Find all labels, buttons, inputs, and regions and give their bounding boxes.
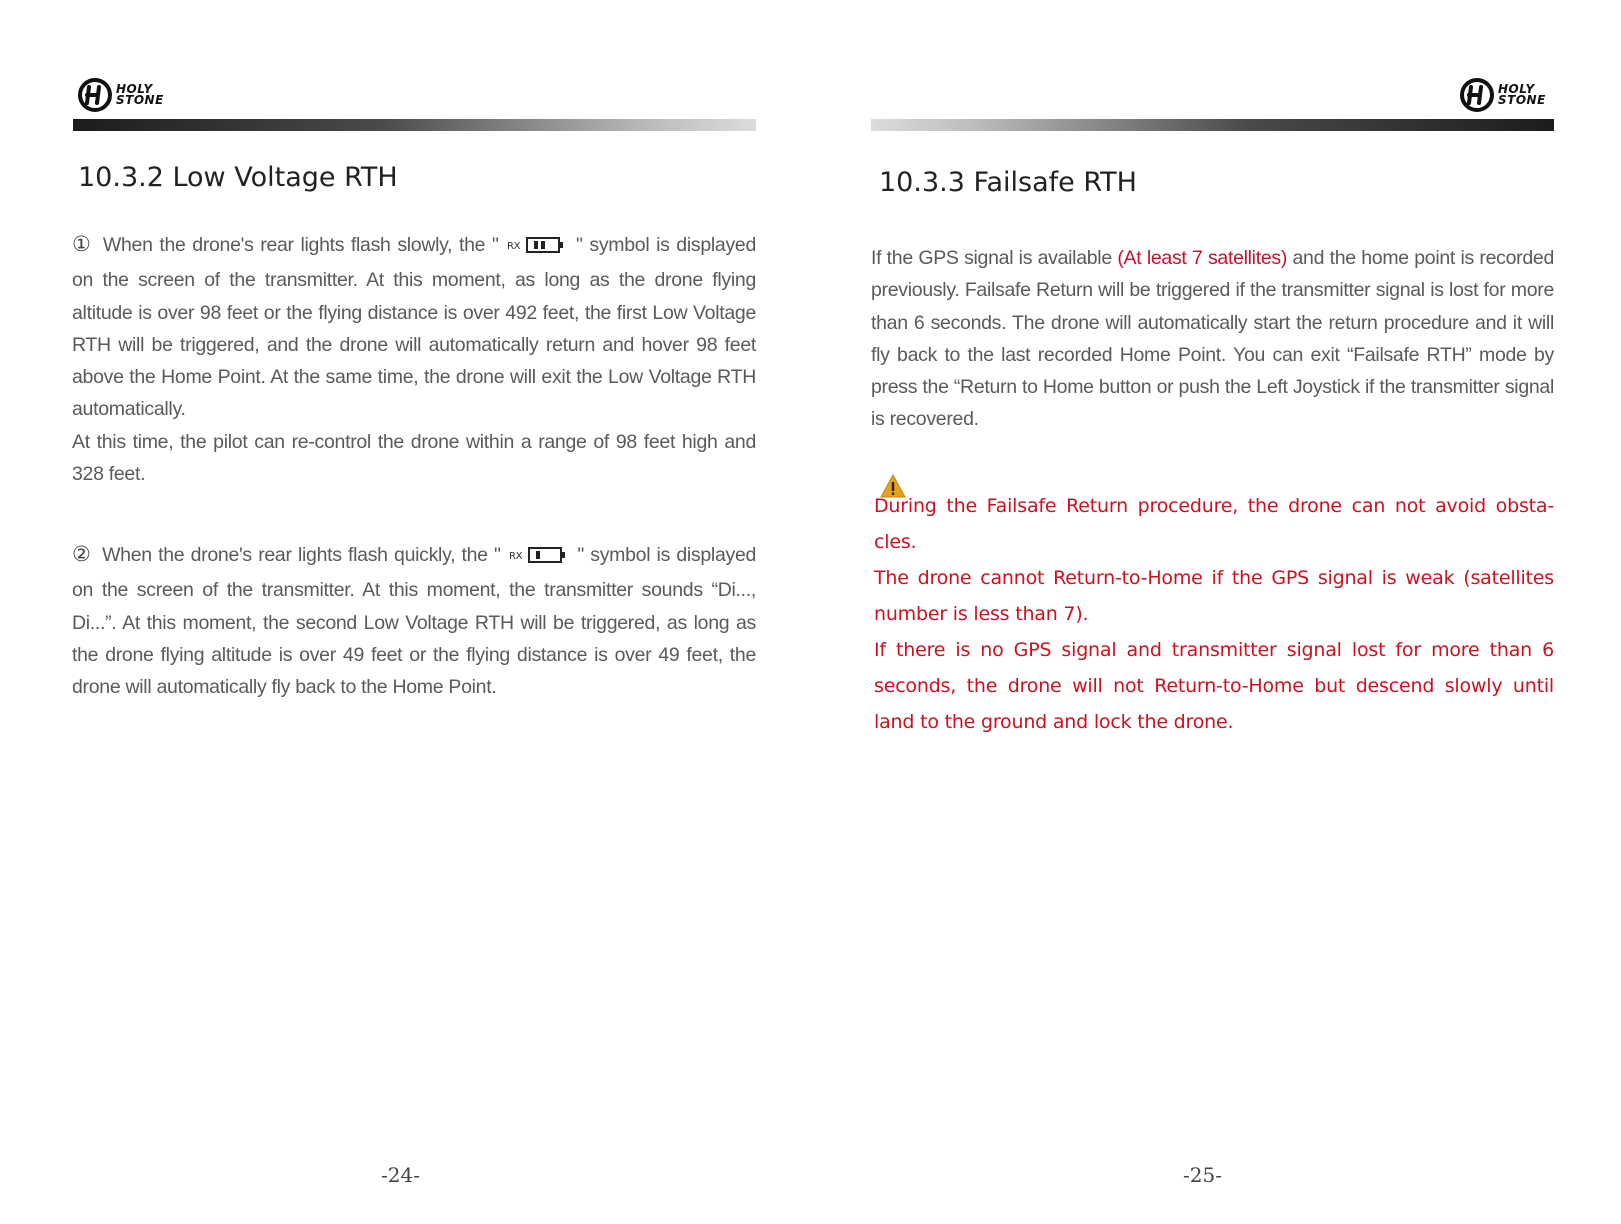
intro-part1: If the GPS signal is available	[871, 247, 1112, 269]
brand-line1-right: HOLY	[1498, 82, 1535, 96]
brand-logo-right	[1460, 78, 1546, 112]
warning-3: If there is no GPS signal and transmitter signal lost for more than 6 seconds, the drone will not Return-to-Home but descend slowly until land to the ground and lock the drone.	[874, 639, 1554, 734]
battery-one-bar-icon	[529, 548, 565, 562]
item1-marker: ①	[72, 233, 93, 256]
brand-wordmark-right	[1498, 84, 1546, 106]
intro-paragraph	[871, 242, 1554, 436]
battery-half-symbol	[507, 232, 567, 264]
battery-low-symbol	[509, 542, 569, 574]
section-heading-right: 10.3.3 Failsafe RTH	[879, 167, 1137, 198]
intro-bracket-close: )	[1280, 247, 1288, 269]
warning-2: The drone cannot Return-to-Home if the GPS signal is weak (satellites number is less than 7).	[874, 567, 1554, 626]
section-heading: 10.3.2 Low Voltage RTH	[78, 162, 398, 193]
page-number: -24-	[381, 1163, 420, 1187]
brand-line2-right: STONE	[1498, 93, 1546, 107]
item2-paragraph	[72, 539, 756, 703]
item1-before-icon: When the drone's rear lights flash slowly, the "	[102, 234, 499, 256]
header-rule-right	[871, 119, 1554, 131]
item2-marker: ②	[72, 543, 92, 566]
brand-logo	[78, 78, 164, 112]
item1-extra: At this time, the pilot can re-control the drone within a range of 98 feet high and 328 feet.	[72, 430, 756, 486]
brand-line2: STONE	[116, 93, 164, 107]
item1-paragraph	[72, 229, 756, 490]
intro-part2: and the home point is recorded previously. Failsafe Return will be triggered if the transmitter signal is lost for more than 6 seconds. The drone will automatically start the return procedure and it will fly back to the last recorded Home Point. You can exit “Failsafe RTH” mode by press the “Return to Home button or push the Left Joystick if the transmitter signal is recovered.	[871, 247, 1554, 431]
brand-wordmark	[116, 84, 164, 106]
intro-bracket-open: (	[1117, 247, 1124, 269]
warning-1: During the Failsafe Return procedure, the drone can not avoid obsta-cles.	[874, 495, 1554, 554]
item1-after-icon: " symbol is displayed on the screen of the transmitter. At this moment, as long as the drone flying altitude is over 98 feet or the flying distance is over 492 feet, the first Low Voltage RTH will be triggered, and the drone will automatically return and hover 98 feet above the Home Point. At the same time, the drone will exit the Low Voltage RTH automatically.	[72, 234, 756, 421]
brand-line1: HOLY	[116, 82, 153, 96]
page-number-right: -25-	[1183, 1163, 1222, 1187]
battery-low-rx-label: RX	[509, 551, 523, 562]
satellites-highlight: At least 7 satellites	[1123, 247, 1281, 269]
item2-after-icon: " symbol is displayed on the screen of the transmitter. At this moment, the transmitter sounds “Di..., Di...”. At this moment, the second Low Voltage RTH will be triggered, as long as the drone flying altitude is over 49 feet or the flying distance is over 49 feet, the drone will automatically fly back to the Home Point.	[72, 544, 757, 699]
item2-before-icon: When the drone's rear lights flash quickly, the "	[102, 544, 501, 566]
left-page	[0, 0, 810, 1224]
battery-half-rx-label: RX	[507, 241, 521, 252]
holy-stone-logo-icon	[1460, 78, 1494, 112]
header-rule	[73, 119, 756, 131]
right-page	[810, 0, 1621, 1224]
holy-stone-logo-icon	[78, 78, 112, 112]
battery-two-bars-icon	[527, 238, 563, 252]
